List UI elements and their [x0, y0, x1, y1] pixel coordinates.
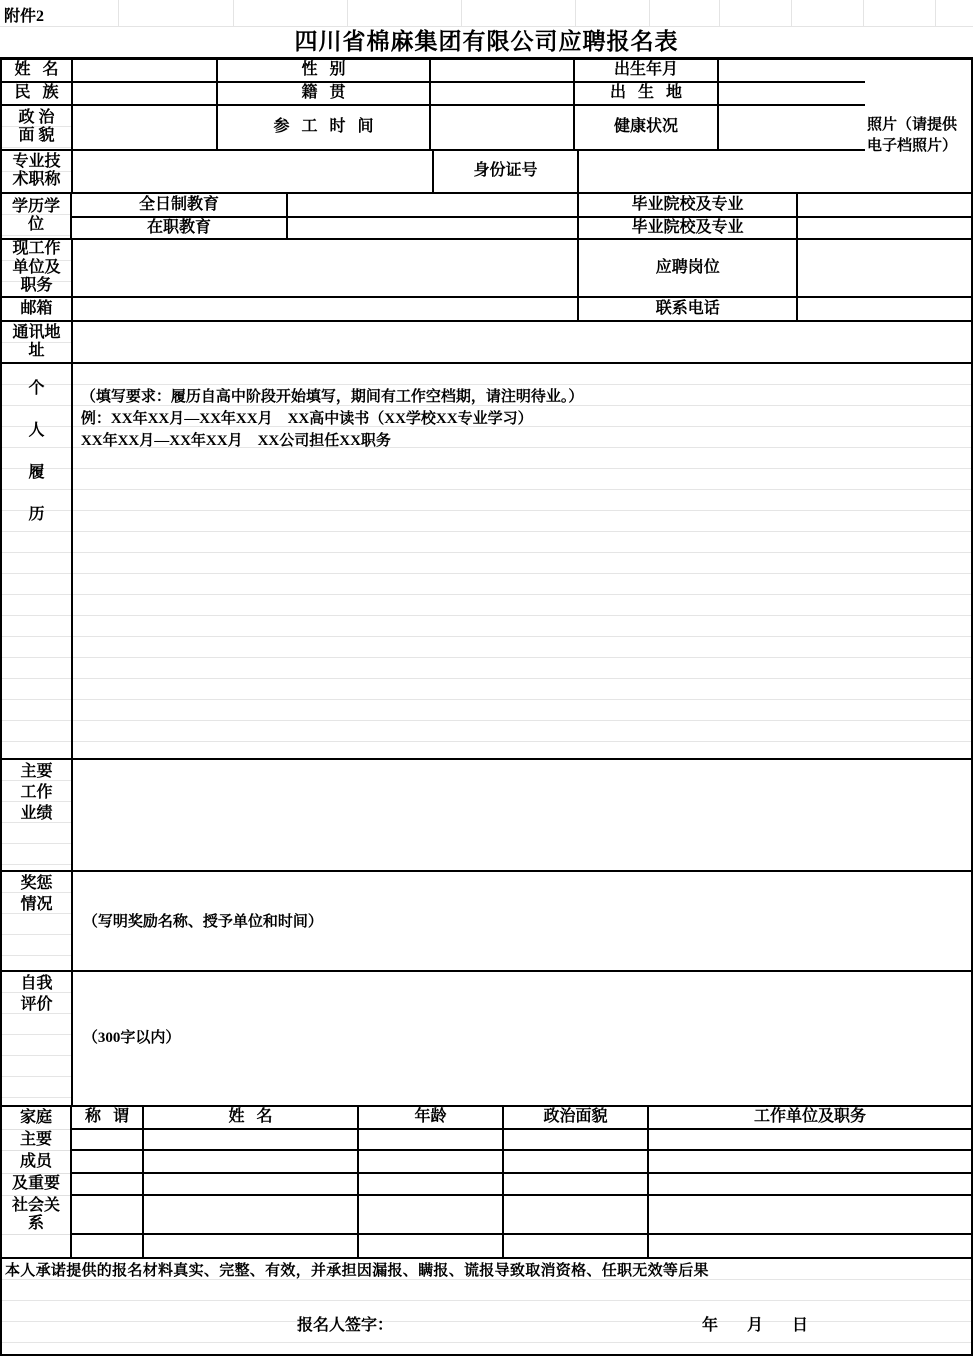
fulltime-school-input-cell[interactable]	[798, 194, 971, 216]
row-address	[2, 322, 971, 364]
achievements-label: 主要 工作 业绩	[2, 760, 73, 870]
phone-label: 联系电话	[579, 298, 798, 320]
family-age-input[interactable]	[359, 1174, 504, 1194]
native-place-input-cell[interactable]	[431, 83, 575, 105]
family-header-workunit: 工作单位及职务	[753, 1108, 866, 1126]
family-relation-input[interactable]	[72, 1151, 144, 1172]
family-political-input[interactable]	[504, 1151, 649, 1172]
family-age-input[interactable]	[359, 1235, 504, 1257]
family-workunit-input[interactable]	[649, 1235, 971, 1257]
achievements-input-cell[interactable]	[73, 760, 971, 870]
photo-cell[interactable]: 照片（请提供 电子档照片）	[867, 117, 958, 154]
top-section-left	[2, 60, 865, 192]
resume-instruction-line1: （填写要求：履历自高中阶段开始填写，期间有工作空档期，请注明待业。）	[80, 389, 584, 405]
promise-statement: 本人承诺提供的报名材料真实、完整、有效，并承担因漏报、瞒报、谎报导致取消资格、任职无效等后果	[5, 1263, 709, 1279]
footer-cell	[2, 1259, 971, 1354]
tech-title-input-cell[interactable]	[73, 151, 434, 192]
address-input-cell[interactable]	[73, 322, 971, 362]
birth-date-label: 出生年月	[575, 60, 719, 81]
resume-input-cell[interactable]	[73, 364, 971, 758]
birth-date-input-cell[interactable]	[719, 60, 863, 81]
health-label: 健康状况	[575, 106, 719, 148]
signature-label[interactable]: 报名人签字：	[297, 1317, 394, 1334]
family-age-input[interactable]	[359, 1196, 504, 1233]
family-name-input[interactable]	[144, 1174, 359, 1194]
self-eval-input-cell[interactable]	[73, 972, 971, 1105]
resume-instruction-line3: XX年XX月—XX年XX月 XX公司担任XX职务	[80, 433, 391, 449]
date-day-label[interactable]: 日	[792, 1317, 809, 1334]
onjob-school-input-cell[interactable]	[798, 218, 971, 238]
family-section	[2, 1107, 971, 1259]
form-title: 四川省棉麻集团有限公司应聘报名表	[294, 29, 679, 54]
tech-title-label: 专业技 术职称	[2, 151, 73, 192]
rewards-section	[2, 872, 971, 972]
family-relation-input[interactable]	[72, 1174, 144, 1194]
id-number-label: 身份证号	[434, 151, 579, 192]
family-name-input[interactable]	[144, 1196, 359, 1233]
row-name	[2, 60, 865, 83]
row-fulltime-education	[72, 194, 971, 218]
fulltime-education-label: 全日制教育	[72, 194, 288, 216]
name-label: 姓 名	[2, 60, 73, 81]
self-eval-section	[2, 972, 971, 1107]
family-age-input[interactable]	[359, 1130, 504, 1150]
family-political-input[interactable]	[504, 1196, 649, 1233]
footer-section	[2, 1259, 971, 1354]
family-name-input[interactable]	[144, 1130, 359, 1150]
health-input-cell[interactable]	[719, 106, 863, 148]
row-ethnicity	[2, 83, 865, 107]
family-name-input[interactable]	[144, 1151, 359, 1172]
top-section	[2, 60, 971, 194]
phone-input-cell[interactable]	[798, 298, 971, 320]
family-relation-input[interactable]	[72, 1130, 144, 1150]
family-workunit-input[interactable]	[649, 1196, 971, 1233]
email-label: 邮箱	[2, 298, 73, 320]
native-place-label: 籍 贯	[218, 83, 431, 105]
spreadsheet-grid-strip	[0, 0, 973, 27]
onjob-education-input-cell[interactable]	[288, 218, 579, 238]
education-rows	[72, 194, 971, 238]
row-political	[2, 106, 865, 150]
family-row-2	[72, 1151, 971, 1174]
family-header-row	[72, 1107, 971, 1130]
family-relation-input[interactable]	[72, 1196, 144, 1233]
position-applied-label: 应聘岗位	[579, 240, 798, 296]
application-form-table	[0, 57, 973, 1356]
family-workunit-input[interactable]	[649, 1130, 971, 1150]
self-eval-label: 自我 评价	[2, 972, 73, 1105]
family-header-relation: 称 谓	[72, 1107, 144, 1128]
gender-label: 性 别	[218, 60, 431, 81]
row-tech-title	[2, 151, 865, 192]
self-eval-hint: （300字以内）	[82, 1030, 181, 1046]
family-workunit-input[interactable]	[649, 1174, 971, 1194]
rewards-label: 奖惩 情况	[2, 872, 73, 970]
date-month-label[interactable]: 月	[747, 1317, 764, 1334]
email-input-cell[interactable]	[73, 298, 579, 320]
date-fields	[702, 1317, 808, 1335]
date-year-label[interactable]: 年	[702, 1317, 719, 1334]
ethnicity-input-cell[interactable]	[73, 83, 218, 105]
political-status-input-cell[interactable]	[73, 106, 218, 148]
fulltime-education-input-cell[interactable]	[288, 194, 579, 216]
family-political-input[interactable]	[504, 1130, 649, 1150]
row-current-work	[2, 240, 971, 298]
birth-place-input-cell[interactable]	[719, 83, 863, 105]
family-political-input[interactable]	[504, 1174, 649, 1194]
row-contact	[2, 298, 971, 322]
family-workunit-input[interactable]	[649, 1151, 971, 1172]
id-number-input-cell[interactable]	[579, 151, 865, 192]
family-political-input[interactable]	[504, 1235, 649, 1257]
work-start-label: 参 工 时 间	[218, 106, 431, 148]
fulltime-school-label: 毕业院校及专业	[579, 194, 798, 216]
family-age-input[interactable]	[359, 1151, 504, 1172]
family-header-name: 姓 名	[144, 1107, 359, 1128]
work-start-input-cell[interactable]	[431, 106, 575, 148]
resume-instruction-line2: 例：XX年XX月—XX年XX月 XX高中读书（XX学校XX专业学习）	[80, 411, 533, 427]
education-section	[2, 194, 971, 240]
current-work-label: 现工作 单位及 职务	[2, 240, 73, 296]
family-table	[72, 1107, 971, 1257]
gender-input-cell[interactable]	[431, 60, 575, 81]
name-input-cell[interactable]	[73, 60, 218, 81]
family-name-input[interactable]	[144, 1235, 359, 1257]
family-row-4	[72, 1196, 971, 1235]
rewards-input-cell[interactable]	[73, 872, 971, 970]
attachment-label: 附件2	[4, 8, 45, 25]
family-relation-input[interactable]	[72, 1235, 144, 1257]
family-header-age: 年龄	[359, 1107, 504, 1128]
family-header-political: 政治面貌	[504, 1107, 649, 1128]
ethnicity-label: 民 族	[2, 83, 73, 105]
resume-section	[2, 364, 971, 760]
rewards-hint: （写明奖励名称、授予单位和时间）	[82, 914, 323, 930]
position-applied-input-cell[interactable]	[798, 240, 971, 296]
family-row-1	[72, 1130, 971, 1152]
family-label: 家庭 主要 成员 及重要 社会关 系	[2, 1107, 72, 1257]
address-label: 通讯地 址	[2, 322, 73, 362]
birth-place-label: 出 生 地	[575, 83, 719, 105]
current-work-input-cell[interactable]	[73, 240, 579, 296]
row-onjob-education	[72, 218, 971, 238]
achievements-section	[2, 760, 971, 872]
family-row-5	[72, 1235, 971, 1257]
political-status-label: 政 治 面 貌	[2, 106, 73, 148]
onjob-school-label: 毕业院校及专业	[579, 218, 798, 238]
family-row-3	[72, 1174, 971, 1196]
education-label: 学历学 位	[2, 194, 72, 238]
resume-label: 个 人 履 历	[2, 364, 73, 758]
onjob-education-label: 在职教育	[72, 218, 288, 238]
